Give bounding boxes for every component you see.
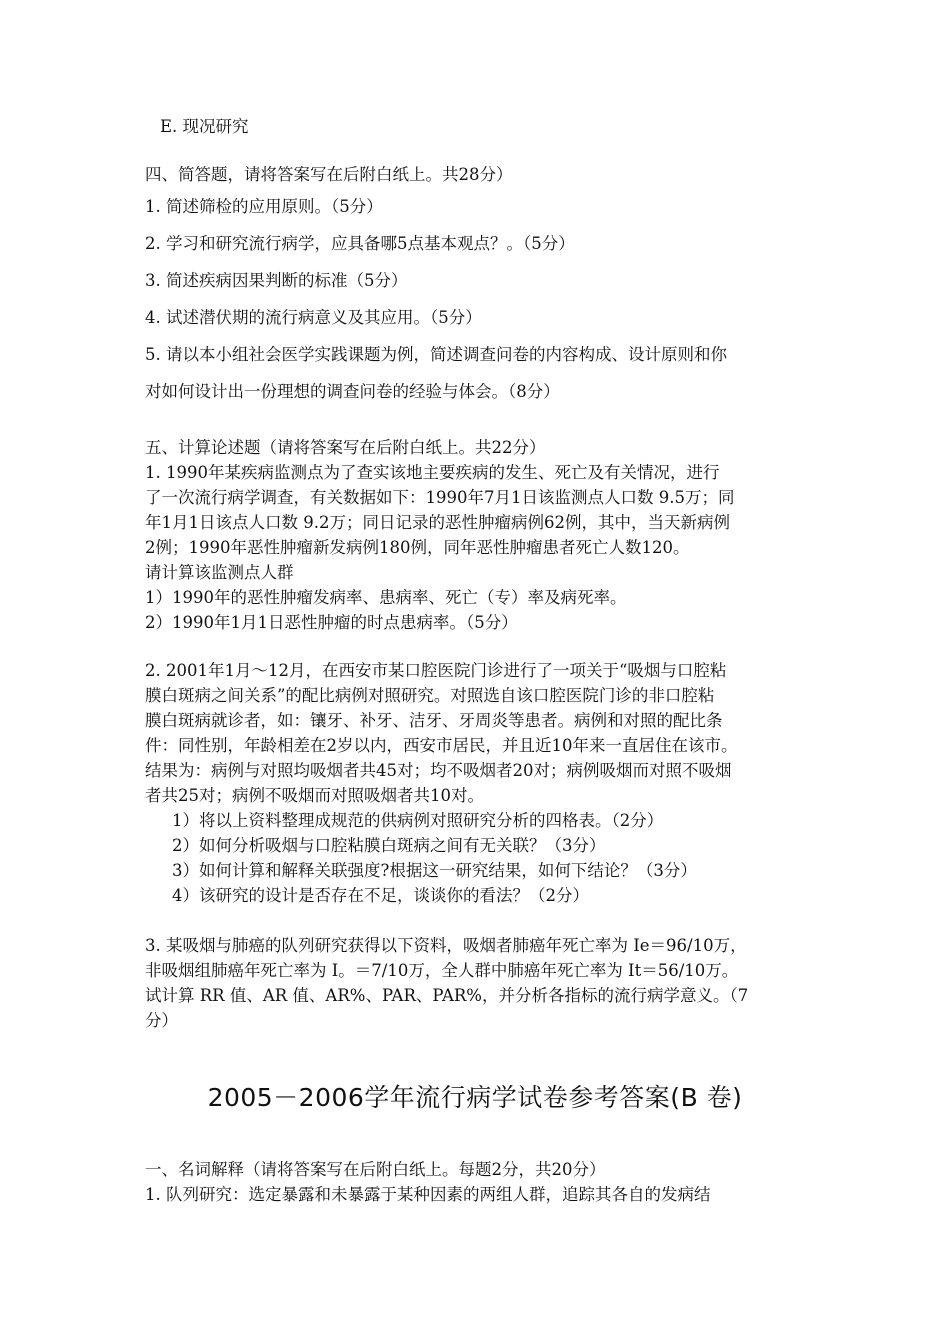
q1-subitem: 2）1990年1月1日恶性肿瘤的时点患病率。（5分） [145,613,518,632]
q2-line: 者共25对；病例不吸烟而对照吸烟者共10对。 [145,786,484,805]
q3-line: 分） [145,1011,178,1030]
q3-line: 非吸烟组肺癌年死亡率为 I。＝7/10万，全人群中肺癌年死亡率为 It＝56/10万。 [145,961,739,980]
q2-line: 膜白斑病之间关系”的配比病例对照研究。对照选自该口腔医院门诊的非口腔粘 [145,686,715,705]
section4-question: 2. 学习和研究流行病学，应具备哪5点基本观点？。（5分） [145,234,575,253]
q1-line: 1. 1990年某疾病监测点为了查实该地主要疾病的发生、死亡及有关情况，进行 [145,463,720,482]
q2-line: 件：同性别，年龄相差在2岁以内，西安市居民，并且近10年来一直居住在该市。 [145,736,738,755]
section4-question: 5. 请以本小组社会医学实践课题为例，简述调查问卷的内容构成、设计原则和你 [145,345,727,364]
section4-question: 4. 试述潜伏期的流行病意义及其应用。（5分） [145,308,482,327]
answer-section1-heading: 一、名词解释（请将答案写在后附白纸上。每题2分，共20分） [145,1160,606,1179]
q1-line: 请计算该监测点人群 [145,563,294,582]
q2-line: 结果为：病例与对照均吸烟者共45对；均不吸烟者20对；病例吸烟而对照不吸烟 [145,761,732,780]
section4-question-cont: 对如何设计出一份理想的调查问卷的经验与体会。（8分） [145,382,560,401]
q1-line: 年1月1日该点人口数 9.2万；同日记录的恶性肿瘤病例62例，其中，当天新病例 [145,513,730,532]
q3-line: 试计算 RR 值、AR 值、AR%、PAR、PAR%，并分析各指标的流行病学意义。（7 [145,986,749,1005]
section4-heading: 四、简答题，请将答案写在后附白纸上。共28分） [145,165,513,184]
q1-line: 2例；1990年恶性肿瘤新发病例180例，同年恶性肿瘤患者死亡人数120。 [145,538,690,557]
q3-line: 3. 某吸烟与肺癌的队列研究获得以下资料，吸烟者肺癌年死亡率为 Ie＝96/10万， [145,936,747,955]
q2-subitem: 3）如何计算和解释关联强度?根据这一研究结果，如何下结论？（3分） [172,861,697,880]
section4-question: 3. 简述疾病因果判断的标准（5分） [145,271,408,290]
q1-line: 了一次流行病学调查，有关数据如下：1990年7月1日该监测点人口数 9.5万；同 [145,488,735,507]
q1-subitem: 1）1990年的恶性肿瘤发病率、患病率、死亡（专）率及病死率。 [145,588,627,607]
option-e: E. 现况研究 [160,117,249,136]
answer-first-line: 1. 队列研究：选定暴露和未暴露于某种因素的两组人群，追踪其各自的发病结 [145,1185,711,1204]
q2-subitem: 4）该研究的设计是否存在不足，谈谈你的看法？（2分） [172,886,589,905]
q2-line: 膜白斑病就诊者，如：镶牙、补牙、洁牙、牙周炎等患者。病例和对照的配比条 [145,711,723,730]
section4-question: 1. 简述筛检的应用原则。（5分） [145,197,383,216]
answer-title: 2005－2006学年流行病学试卷参考答案(B 卷) [207,1083,743,1112]
q2-subitem: 1）将以上资料整理成规范的供病例对照研究分析的四格表。（2分） [172,811,664,830]
section5-heading: 五、计算论述题（请将答案写在后附白纸上。共22分） [145,438,546,457]
q2-subitem: 2）如何分析吸烟与口腔粘膜白斑病之间有无关联？（3分） [172,836,606,855]
q2-line: 2. 2001年1月～12月，在西安市某口腔医院门诊进行了一项关于“吸烟与口腔粘 [145,661,727,680]
